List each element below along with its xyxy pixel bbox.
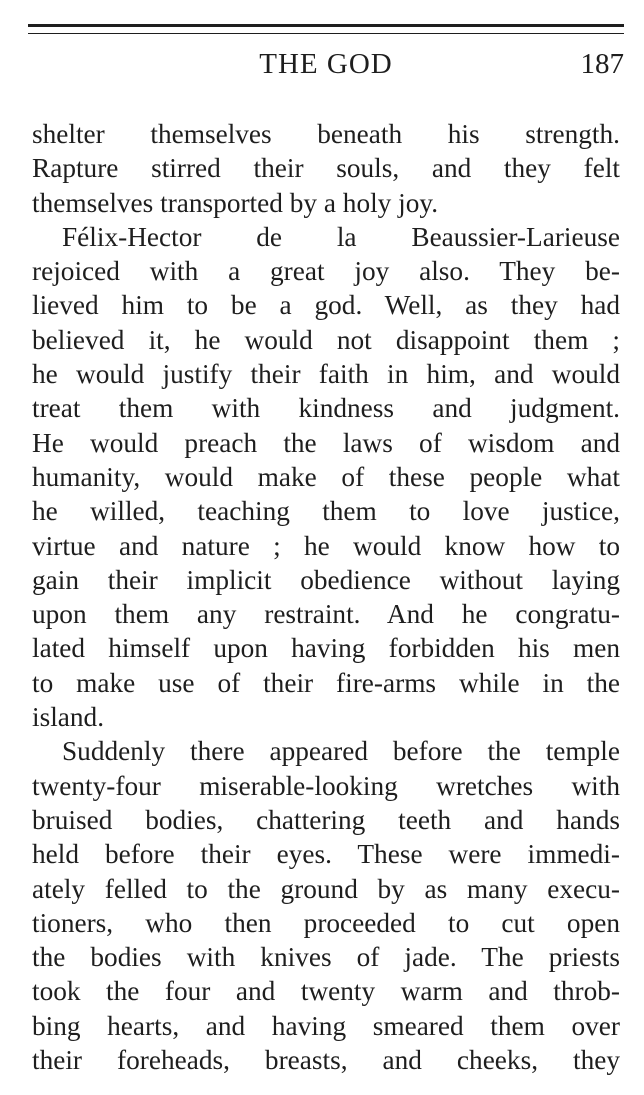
text-line: held before their eyes. These were immedi-	[32, 839, 620, 870]
text-line: lated himself upon having forbidden his men	[32, 633, 620, 664]
text-line: virtue and nature ; he would know how to	[32, 530, 620, 561]
text-line: he would justify their faith in him, and would	[32, 359, 620, 390]
text-line: lieved him to be a god. Well, as they had	[32, 290, 620, 321]
text-line: their foreheads, breasts, and cheeks, they	[32, 1045, 620, 1076]
page-number: 187	[580, 48, 624, 80]
text-line: took the four and twenty warm and throb-	[32, 976, 620, 1007]
text-line: treat them with kindness and judgment.	[32, 393, 620, 424]
text-line: tioners, who then proceeded to cut open	[32, 907, 620, 938]
text-line: to make use of their fire-arms while in the	[32, 667, 620, 698]
text-line: bruised bodies, chattering teeth and hands	[32, 804, 620, 835]
text-line: Rapture stirred their souls, and they felt	[32, 153, 620, 184]
text-line: bing hearts, and having smeared them over	[32, 1010, 620, 1041]
text-line: gain their implicit obedience without laying	[32, 564, 620, 595]
text-line: twenty-four miserable-looking wretches with	[32, 770, 620, 801]
text-line: believed it, he would not disappoint them ;	[32, 324, 620, 355]
text-line: humanity, would make of these people what	[32, 461, 620, 492]
body-text	[32, 117, 620, 1077]
text-line: upon them any restraint. And he congratu-	[32, 599, 620, 630]
text-line: He would preach the laws of wisdom and	[32, 427, 620, 458]
text-line: the bodies with knives of jade. The priests	[32, 942, 620, 973]
text-line: ately felled to the ground by as many execu-	[32, 873, 620, 904]
text-line: themselves transported by a holy joy.	[32, 187, 439, 218]
text-line: rejoiced with a great joy also. They be-	[32, 256, 620, 287]
text-line: shelter themselves beneath his strength.	[32, 119, 620, 149]
running-header	[28, 44, 624, 84]
running-title: THE GOD	[259, 48, 393, 80]
header-rule-thin	[28, 33, 624, 34]
header-rule-thick	[28, 24, 624, 27]
text-line: island.	[32, 702, 105, 733]
text-line: Félix-Hector de la Beaussier-Larieuse	[62, 221, 620, 252]
text-line: Suddenly there appeared before the temple	[62, 736, 620, 767]
text-line: he willed, teaching them to love justice,	[32, 496, 620, 527]
